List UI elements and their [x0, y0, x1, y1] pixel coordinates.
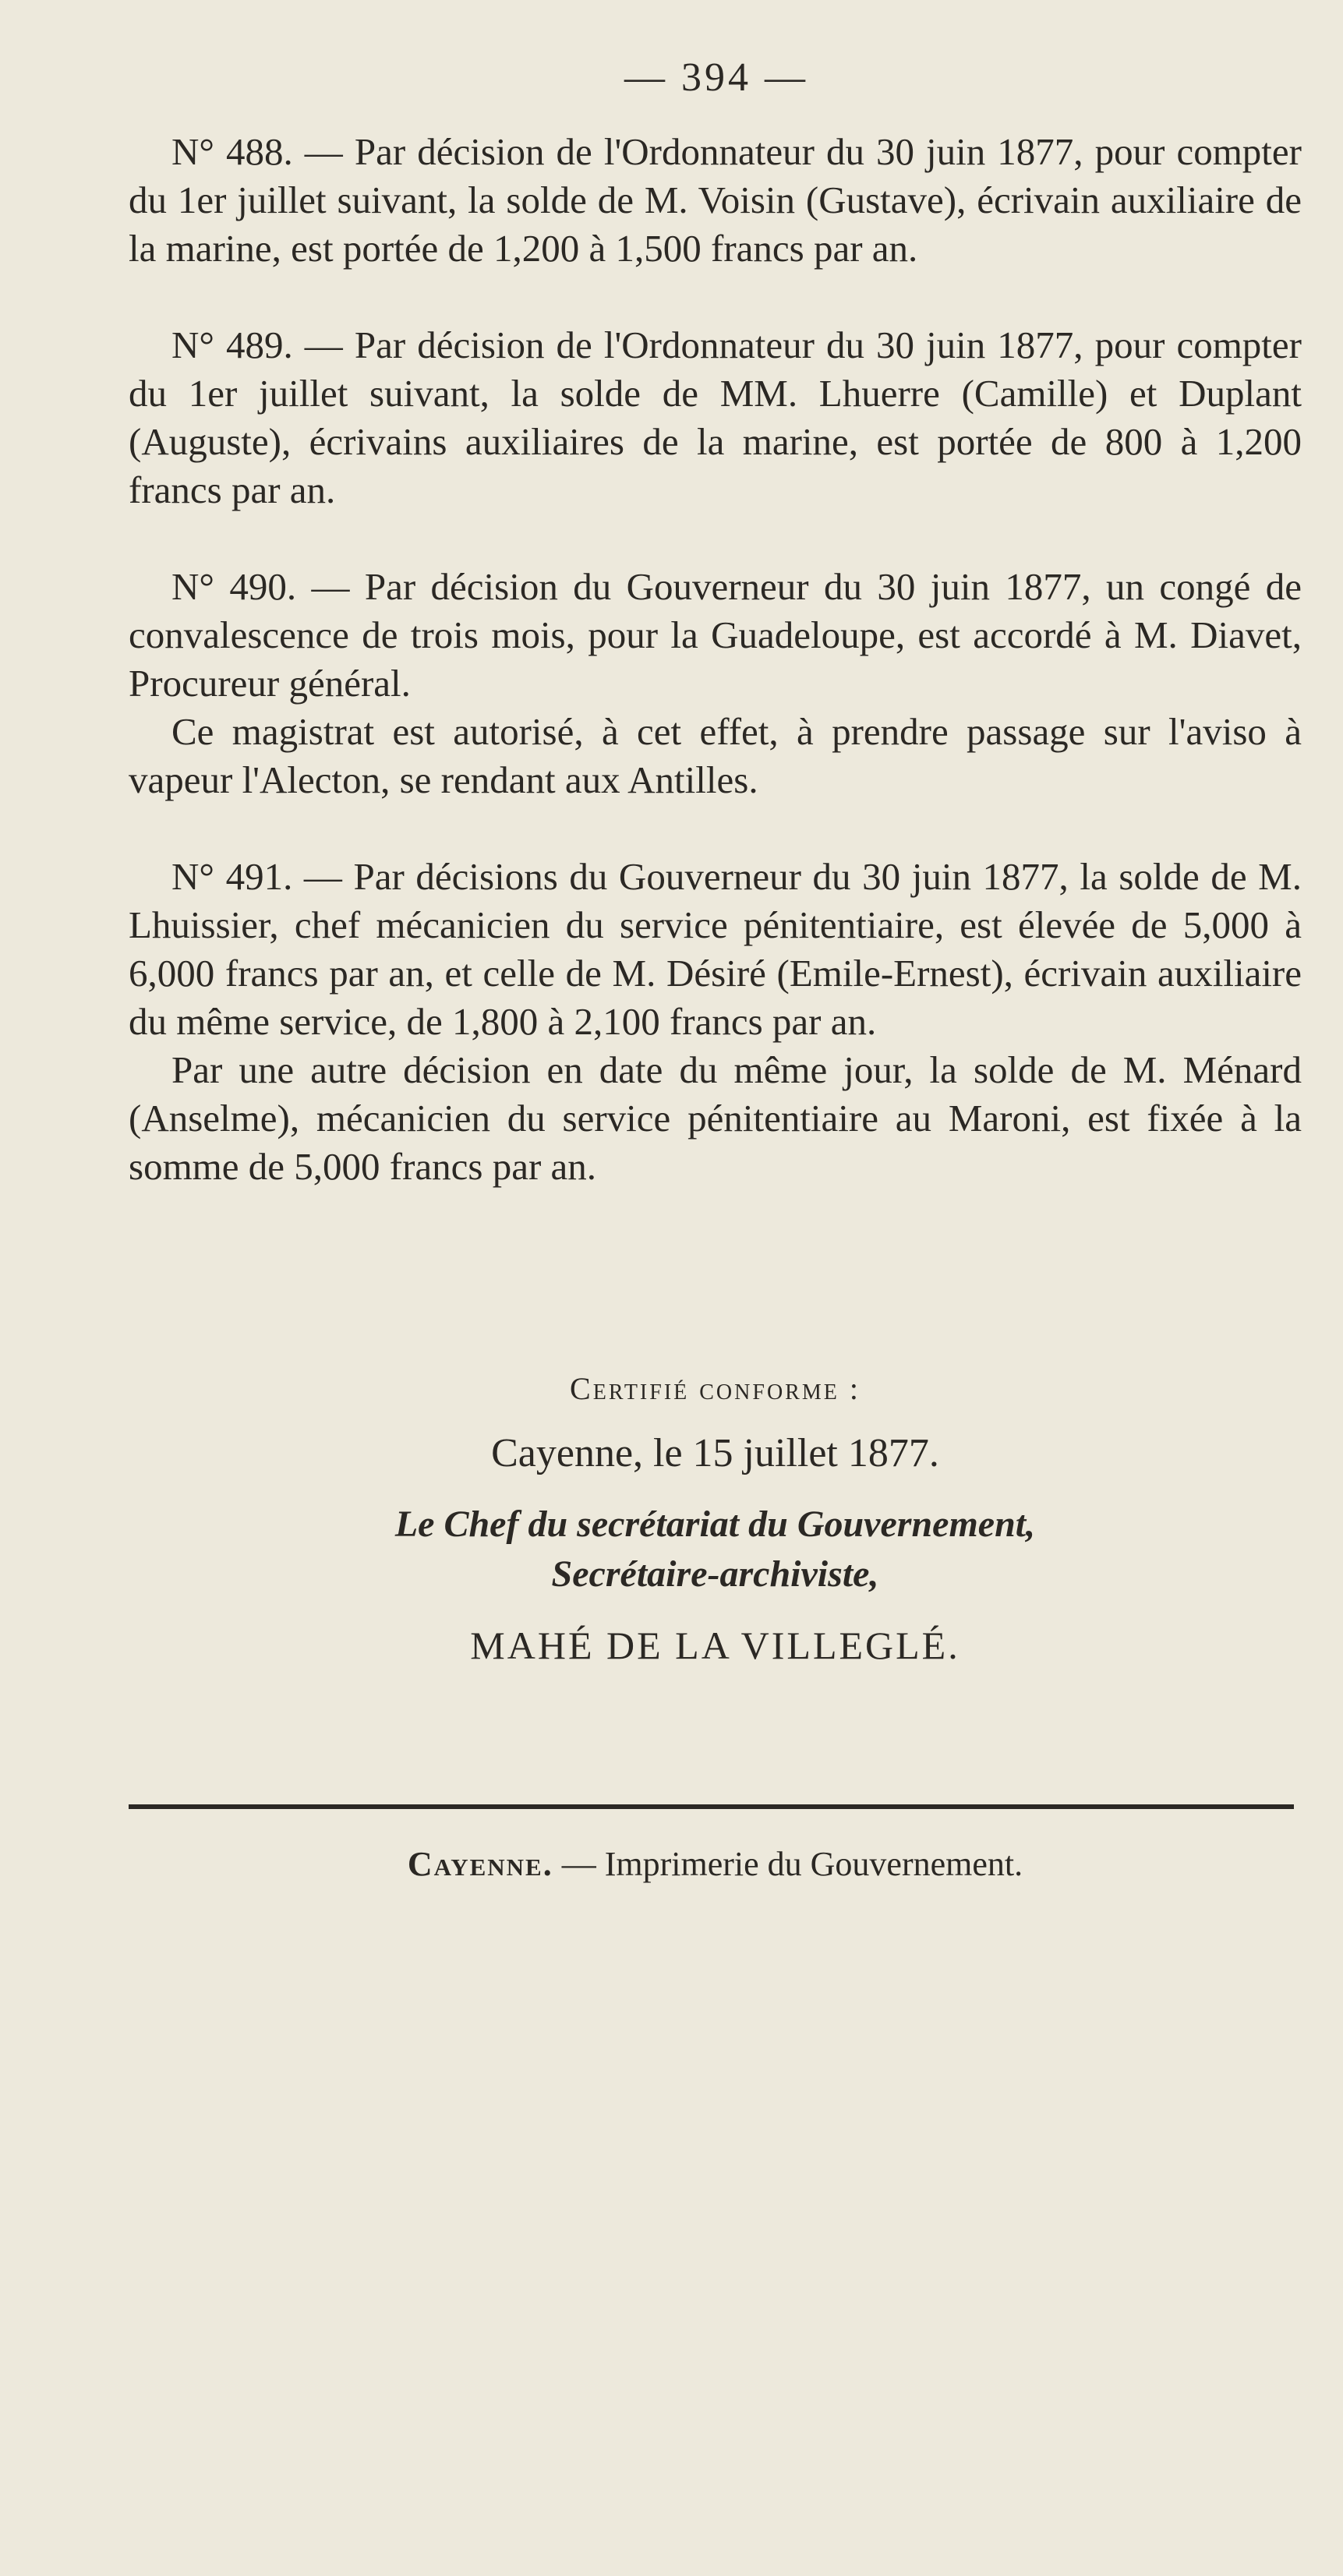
page-number: — 394 — — [624, 55, 808, 100]
entry-489: N° 489. — Par décision de l'Ordonnateur du 30 juin 1877, pour compter du 1er juillet suivant, la solde de MM. Lhuerre (Camille) et Duplant (Auguste), écrivains auxiliaires de la marine, est portée de 800 à 1,200 francs par an. — [129, 323, 1302, 511]
certified-label: Certifié conforme : — [570, 1371, 861, 1406]
entry-491-continuation: Par une autre décision en date du même jour, la solde de M. Ménard (Anselme), mécanicien du service pénitentiaire au Maroni, est fixée à la somme de 5,000 francs par an. — [129, 1048, 1302, 1188]
entry-490-continuation: Ce magistrat est autorisé, à cet effet, à prendre passage sur l'aviso à vapeur l'Alecton, se rendant aux Antilles. — [129, 710, 1302, 801]
signatory-title: Le Chef du secrétariat du Gouvernement, — [394, 1504, 1036, 1545]
entry-488: N° 488. — Par décision de l'Ordonnateur du 30 juin 1877, pour compter du 1er juillet suivant, la solde de M. Voisin (Gustave), écrivain auxiliaire de la marine, est portée de 1,200 à 1,500 francs par an. — [129, 130, 1302, 270]
entry-490: N° 490. — Par décision du Gouverneur du 30 juin 1877, un congé de convalescence de trois mois, pour la Guadeloupe, est accordé à M. Diavet, Procureur général. — [129, 565, 1302, 705]
printer-imprint — [129, 1844, 1302, 1884]
entry-491: N° 491. — Par décisions du Gouverneur du 30 juin 1877, la solde de M. Lhuissier, chef mécanicien du service pénitentiaire, est élevée de 5,000 à 6,000 francs par an, et celle de M. Désiré (Emile-Ernest), écrivain auxiliaire du même service, de 1,800 à 2,100 francs par an. — [129, 855, 1302, 1043]
signature-block — [129, 1370, 1302, 1668]
imprint-printer: — Imprimerie du Gouvernement. — [553, 1845, 1023, 1883]
imprint-city: Cayenne. — [407, 1845, 553, 1883]
signatory-name: MAHÉ DE LA VILLEGLÉ. — [470, 1624, 960, 1667]
place-date: Cayenne, le 15 juillet 1877. — [491, 1431, 939, 1475]
signatory-subtitle: Secrétaire-archiviste, — [551, 1553, 879, 1595]
footer-rule — [129, 1804, 1294, 1809]
